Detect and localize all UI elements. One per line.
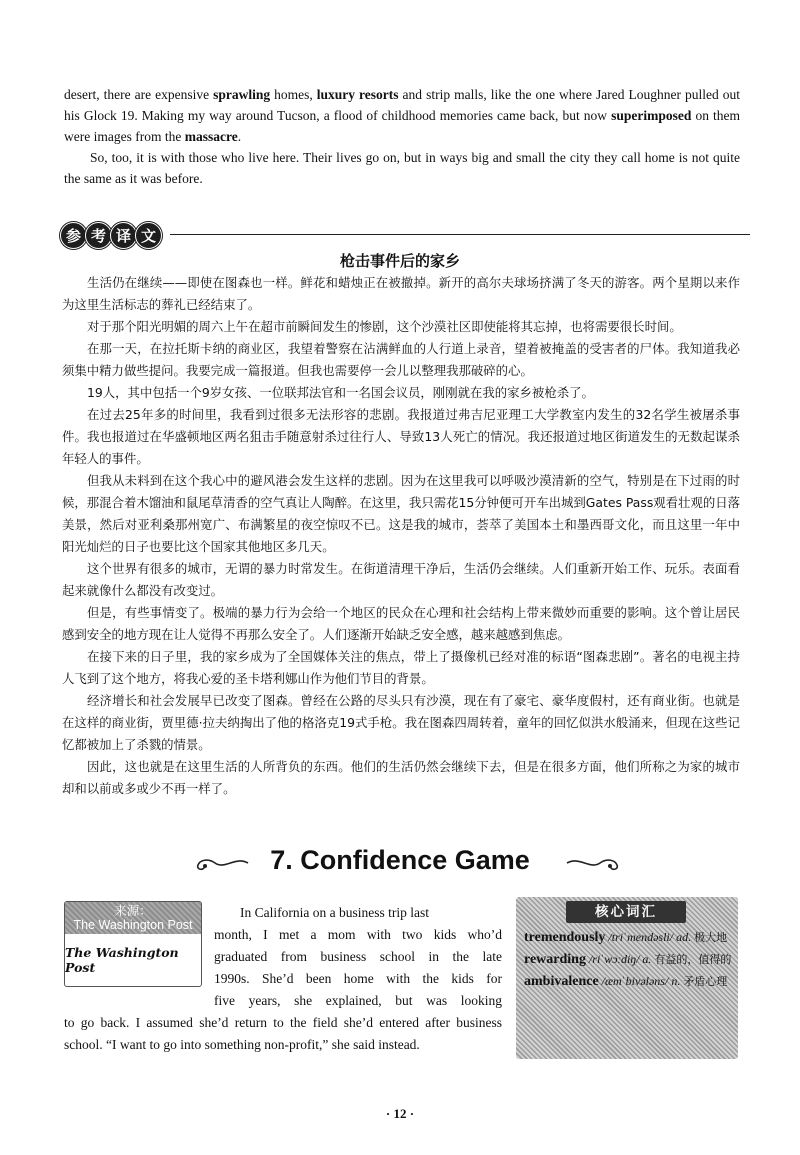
article-paragraph: to go back. I assumed she’d return to the field she’d entered after business school. “I want to go into something non-profit,” she said instead. [64,1015,502,1052]
translation-paragraph: 因此，这也就是在这里生活的人所背负的东西。他们的生活仍然会继续下去，但是在很多方面，他们所称之为家的城市却和以前或多或少不再一样了。 [62,759,740,796]
flourish-right-icon [565,852,625,874]
translation-paragraph: 这个世界有很多的城市，无谓的暴力时常发生。在街道清理干净后，生活仍会继续。人们重新开始工作、玩乐。表面看起来就像什么都没有改变过。 [62,561,740,598]
translation-title: 枪击事件后的家乡 [339,252,460,270]
badge-char: 参 [60,222,87,249]
vocab-item: ambivalence /æmˈbivələns/ n. 矛盾心理 [524,974,728,989]
header-rule [170,234,750,235]
translation-paragraph: 19人，其中包括一个9岁女孩、一位联邦法官和一名国会议员，刚刚就在我的家乡被枪杀了。 [87,385,594,400]
article-line: month, I met a mom with two kids who’d [214,927,502,942]
vocabulary-box [516,897,738,1059]
english-continuation [64,84,740,189]
vocab-item: rewarding /riˈwɔːdiŋ/ a. 有益的，值得的 [524,952,732,967]
keyword: superimposed [611,108,692,123]
translation-paragraph: 对于那个阳光明媚的周六上午在超市前瞬间发生的惨剧，这个沙漠社区即使能将其忘掉，也将需要很长时间。 [87,319,682,334]
article-line: five years, she explained, but was looking [214,993,502,1008]
keyword: luxury resorts [316,87,399,102]
translation-paragraph: 生活仍在继续——即使在图森也一样。鲜花和蜡烛正在被撤掉。新开的高尔夫球场挤满了冬天的游客。两个星期以来作为这里生活标志的葬礼已经结束了。 [62,275,740,312]
keyword: massacre [184,129,238,144]
translation-paragraph: 但是，有些事情变了。极端的暴力行为会给一个地区的民众在心理和社会结构上带来微妙而重要的影响。这个曾让居民感到安全的地方现在让人觉得不再那么安全了。人们逐渐开始缺乏安全感，越来越感到焦虑。 [62,605,740,642]
translation-paragraph: 经济增长和社会发展早已改变了图森。曾经在公路的尽头只有沙漠，现在有了豪宅、豪华度假村，还有商业街。也就是在这样的商业街，贾里德·拉夫纳掏出了他的格洛克19式手枪。我在图森四周转着，童年的回忆似洪水般涌来，但现在这些记忆都被加上了杀戮的情景。 [62,693,740,752]
vocabulary-header: 核心词汇 [566,901,686,923]
english-paragraph-2: So, too, it is with those who live here. Their lives go on, but in ways big and small the city they call home is not quite the same as it was before. [64,150,740,186]
translation-body [62,272,740,800]
article-line: In California on a business trip last [240,905,429,920]
translation-paragraph: 在接下来的日子里，我的家乡成为了全国媒体关注的焦点，带上了摄像机已经对准的标语“图森悲剧”。著名的电视主持人飞到了这个地方，将我心爱的圣卡塔利娜山作为他们节目的背景。 [62,649,740,686]
badge-char: 译 [110,222,137,249]
vocabulary-list [524,929,732,995]
translation-paragraph: 在过去25年多的时间里，我看到过很多无法形容的悲剧。我报道过弗吉尼亚理工大学教室内发生的32名学生被屠杀事件。我也报道过在华盛顿地区两名狙击手随意射杀过往行人、导致13人死亡的情况。我还报道过地区街道发生的无数起谋杀年轻人的事件。 [62,407,740,466]
article-line: graduated from business school in the late [214,949,502,964]
vocab-item: tremendously /triˈmendəsli/ ad. 极大地 [524,930,728,945]
keyword: sprawling [213,87,271,102]
english-paragraph-1: desert, there are expensive sprawling homes, luxury resorts and strip malls, like the one where Jared Loughner pulled out his Glock 19. Making my way around Tucson, a flood of childhood memories came back, but now superimposed on them were images from the massacre. [64,87,740,144]
page-number: · 12 · [385,1106,415,1121]
reference-badges [60,222,160,249]
reference-translation-header [60,222,750,252]
source-box [64,901,202,987]
source-label-bar: 来源： The Washington Post [65,902,201,934]
translation-paragraph: 但我从未料到在这个我心中的避风港会发生这样的悲剧。因为在这里我可以呼吸沙漠清新的空气，特别是在下过雨的时候，那混合着木馏油和鼠尾草清香的空气真让人陶醉。在这里，我只需花15分钟便可开车出城到Gates Pass观看壮观的日落美景，然后对亚利桑那州宽广、布满繁星的夜空惊叹不已。这是我的城市，荟萃了美国本土和墨西哥文化，而且这里一年中阳光灿烂的日子也要比这个国家其他地区多几天。 [62,473,741,554]
section-title: 7. Confidence Game [270,845,530,875]
badge-char: 文 [135,222,162,249]
badge-char: 考 [85,222,112,249]
washington-post-logo: The Washington Post [65,945,179,975]
article-line: 1990s. She’d been home with the kids for [214,971,502,986]
translation-paragraph: 在那一天，在拉托斯卡纳的商业区，我望着警察在沾满鲜血的人行道上录音，望着被掩盖的受害者的尸体。我知道我必须集中精力做些提问。我要完成一篇报道。但我也需要停一会儿以整理我那破碎的心。 [62,341,740,378]
